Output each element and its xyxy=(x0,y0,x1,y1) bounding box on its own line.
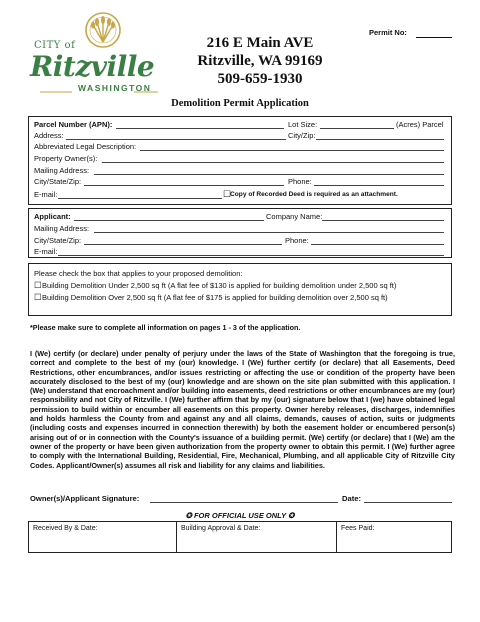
mailing-address-label: Mailing Address: xyxy=(34,166,90,175)
date-field[interactable] xyxy=(364,502,452,503)
building-approval-label: Building Approval & Date: xyxy=(181,525,261,532)
phone-label: Phone: xyxy=(288,177,312,186)
official-use-box xyxy=(28,521,452,553)
address-line-2: Ritzville, WA 99169 xyxy=(197,53,323,69)
city-logo xyxy=(30,10,160,96)
acres-parcel-label: (Acres) Parcel xyxy=(396,120,444,129)
applicant-phone-field[interactable] xyxy=(311,244,444,245)
city-zip-label: City/Zip: xyxy=(288,131,316,140)
date-label: Date: xyxy=(342,494,361,503)
email-label: E-mail: xyxy=(34,190,58,199)
applicant-section xyxy=(28,208,452,258)
applicant-city-state-zip-field[interactable] xyxy=(84,244,282,245)
deed-checkbox-label: Copy of Recorded Deed is required as an attachment. xyxy=(230,191,398,198)
applicant-field[interactable] xyxy=(74,220,264,221)
official-use-title: ✪ FOR OFFICIAL USE ONLY ✪ xyxy=(185,511,295,520)
signature-field[interactable] xyxy=(150,502,338,503)
permit-no-field[interactable] xyxy=(416,37,452,38)
address-label: Address: xyxy=(34,131,64,140)
parcel-number-field[interactable] xyxy=(116,128,284,129)
parcel-number-label: Parcel Number (APN): xyxy=(34,120,113,129)
certification-text: I (We) certify (or declare) under penalty of perjury under the laws of the State of Washington that the foregoing is true, correct and complete to the best of my (our) knowledge. I (We) further certify (or declare) that all Easements, Deed Restrictions, other encumbrances, and/or issues restricting or affecting the use or condition of the property have been accurately disclosed to the best of my (our) knowledge and are shown on the site plan submitted with this application. I (We) understand that encroachment and/or building into easements, deed restrictions or other encumbrances are my (our) responsibility and not City of Ritzville. I (We) further affirm that by my (our) signature below that I (we) have obtained legal permission to build within or encumber all easements on this property. Owner hereby releases, discharges, indemnifies and holds harmless the County from and against any and all claims, demands, causes of action, suits or judgments (including costs and expenses incurred in connection therewith) by both the easement holder or encumbered person(s) arising out of or in connection with the County's issuance of a building permit. (We) certify (or declare) that I (We) am the owner of the property or have been given authorization from the property owner to obtain this permit. I (We) further agree to comply with the International Building, Residential, Fire, Mechanical, Plumbing, and all applicable City of Ritzville City Codes. Applicant/Owner(s) assumes all risk and liability for any claims and liabilities. xyxy=(30,349,455,470)
property-owners-label: Property Owner(s): xyxy=(34,154,98,163)
received-by-cell[interactable] xyxy=(29,522,177,552)
fees-paid-cell[interactable] xyxy=(337,522,451,552)
address-field[interactable] xyxy=(66,139,286,140)
lot-size-label: Lot Size: xyxy=(288,120,318,129)
deed-checkbox[interactable]: ☐ xyxy=(223,189,232,199)
address-line-1: 216 E Main AVE xyxy=(206,35,314,51)
official-left-icon: ✪ xyxy=(185,511,194,520)
demolition-over-checkbox[interactable]: ☐ xyxy=(34,292,42,302)
form-title: Demolition Permit Application xyxy=(171,98,309,109)
demolition-under-checkbox[interactable]: ☐ xyxy=(34,280,42,290)
applicant-phone-label: Phone: xyxy=(285,236,309,245)
city-address-block xyxy=(190,34,330,88)
legal-description-field[interactable] xyxy=(140,150,444,151)
email-field[interactable] xyxy=(58,198,222,199)
mailing-address-field[interactable] xyxy=(94,174,444,175)
applicant-email-field[interactable] xyxy=(58,255,444,256)
demolition-under-label: Building Demolition Under 2,500 sq ft (A flat fee of $130 is applied for building demolition under 2,500 sq ft) xyxy=(42,281,397,290)
demolition-instruction: Please check the box that applies to your proposed demolition: xyxy=(34,269,243,278)
city-phone: 509-659-1930 xyxy=(217,71,303,87)
completion-note: *Please make sure to complete all information on pages 1 - 3 of the application. xyxy=(30,323,301,332)
applicant-mailing-field[interactable] xyxy=(94,232,444,233)
property-owners-field[interactable] xyxy=(102,162,444,163)
received-by-label: Received By & Date: xyxy=(33,525,98,532)
city-zip-field[interactable] xyxy=(316,139,444,140)
applicant-mailing-label: Mailing Address: xyxy=(34,224,90,233)
permit-no-label: Permit No: xyxy=(369,28,407,37)
building-approval-cell[interactable] xyxy=(177,522,337,552)
company-name-label: Company Name: xyxy=(266,212,323,221)
city-state-zip-label: City/State/Zip: xyxy=(34,177,82,186)
applicant-email-label: E-mail: xyxy=(34,247,58,256)
demolition-over-label: Building Demolition Over 2,500 sq ft (A flat fee of $175 is applied for building demolition over 2,500 sq ft) xyxy=(42,293,388,302)
official-right-icon: ✪ xyxy=(286,511,295,520)
company-name-field[interactable] xyxy=(322,220,444,221)
signature-label: Owner(s)/Applicant Signature: xyxy=(30,494,140,503)
logo-city-of: CITY of xyxy=(34,40,76,51)
city-state-zip-field[interactable] xyxy=(84,185,284,186)
logo-city-name: Ritzville xyxy=(30,50,155,83)
logo-state: WASHINGTON xyxy=(78,83,152,93)
fees-paid-label: Fees Paid: xyxy=(341,525,375,532)
phone-field[interactable] xyxy=(314,185,444,186)
legal-description-label: Abbreviated Legal Description: xyxy=(34,142,137,151)
applicant-city-state-zip-label: City/State/Zip: xyxy=(34,236,82,245)
applicant-label: Applicant: xyxy=(34,212,71,221)
lot-size-field[interactable] xyxy=(320,128,394,129)
